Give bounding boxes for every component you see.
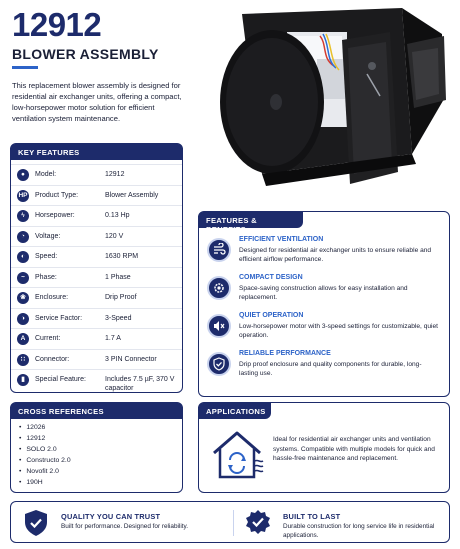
spec-value: 3-Speed xyxy=(105,314,132,322)
product-description: This replacement blower assembly is designed for residential air exchanger units, offering a compact, low-horsepower motor solution for efficient ventilation system maintenance. xyxy=(12,81,182,123)
feature-item xyxy=(207,350,447,390)
key-features-title: KEY FEATURES xyxy=(11,144,182,160)
spec-label: Horsepower: xyxy=(35,212,75,219)
applications-card xyxy=(198,402,450,493)
spec-label: Model: xyxy=(35,171,57,178)
feature-text: Designed for residential air exchanger units to ensure reliable and efficient airflow performance. xyxy=(239,247,432,263)
features-benefits-title: FEATURES & BENEFITS xyxy=(199,212,303,228)
fan-icon: ❀ xyxy=(17,292,29,304)
feature-item xyxy=(207,312,447,352)
mute-speaker-icon xyxy=(207,314,231,338)
feature-text: Space-saving construction allows for easy installation and replacement. xyxy=(239,285,408,301)
list-item: • 12026 xyxy=(19,422,71,433)
feature-heading: EFFICIENT VENTILATION xyxy=(239,236,324,243)
spec-value: 1.7 A xyxy=(105,335,121,342)
durability-text: Durable construction for long service life in residential applications. xyxy=(283,523,435,539)
spec-value: Includes 7.5 µF, 370 V capacitor xyxy=(105,376,175,392)
hp-icon: HP xyxy=(17,190,29,202)
spec-row xyxy=(11,308,182,328)
feature-item xyxy=(207,236,447,276)
feature-text: Drip proof enclosure and quality components for durable, long-lasting use. xyxy=(239,361,422,377)
bottom-banner xyxy=(10,501,450,543)
durability-heading: BUILT TO LAST xyxy=(283,512,341,521)
applications-text: Ideal for residential air exchanger units and ventilation systems. Compatible with multiple models for quick and hassle-free maintenance and replacement. xyxy=(273,436,435,462)
list-item: • SOLO 2.0 xyxy=(19,444,71,455)
tag-icon: ● xyxy=(17,169,29,181)
spec-label: Phase: xyxy=(35,273,57,281)
model-number: 12912 xyxy=(12,6,102,43)
spec-value: 12912 xyxy=(105,171,125,178)
shield-check-icon xyxy=(23,509,49,537)
award-badge-icon xyxy=(245,509,271,537)
feature-text: Low-horsepower motor with 3-speed settings for customizable, quiet operation. xyxy=(239,323,439,339)
spec-label: Voltage: xyxy=(35,232,61,240)
capacitor-icon: ▮ xyxy=(17,374,29,386)
spec-label: Current: xyxy=(35,335,61,342)
house-airflow-icon xyxy=(211,429,265,481)
spec-label: Product Type: xyxy=(35,191,79,199)
spec-row xyxy=(11,328,182,348)
spec-row xyxy=(11,185,182,205)
list-item: • 12912 xyxy=(19,433,71,444)
quality-heading: QUALITY YOU CAN TRUST xyxy=(61,512,161,521)
spec-value: 0.13 Hp xyxy=(105,212,130,219)
cross-references-title: CROSS REFERENCES xyxy=(11,403,182,419)
list-item: • Constructo 2.0 xyxy=(19,455,71,466)
spec-label: Service Factor: xyxy=(35,314,83,322)
spec-value: 1 Phase xyxy=(105,273,131,281)
spec-value: 3 PIN Connector xyxy=(105,355,157,363)
spec-value: Drip Proof xyxy=(105,294,137,301)
voltage-icon: ◔ xyxy=(17,231,29,243)
sine-wave-icon: ~ xyxy=(17,272,29,284)
spec-row xyxy=(11,164,182,184)
lightning-icon: ϟ xyxy=(17,210,29,222)
spec-row xyxy=(11,205,182,225)
spec-label: Special Feature: xyxy=(35,376,86,383)
list-item: • 190H xyxy=(19,477,71,488)
feature-item xyxy=(207,274,447,314)
spec-label: Connector: xyxy=(35,355,70,363)
speedometer-icon: ◐ xyxy=(17,251,29,263)
spec-value: 1630 RPM xyxy=(105,253,139,260)
quality-text: Built for performance. Designed for reliability. xyxy=(61,523,189,530)
title-accent-bar xyxy=(12,66,38,69)
spec-label: Enclosure: xyxy=(35,294,69,301)
spec-label: Speed: xyxy=(35,253,58,260)
spec-row xyxy=(11,246,182,266)
connector-icon: ∷ xyxy=(17,354,29,366)
spec-row xyxy=(11,287,182,307)
gauge-icon: ◑ xyxy=(17,313,29,325)
spec-row xyxy=(11,349,182,369)
cross-references-list xyxy=(19,422,71,488)
applications-title: APPLICATIONS xyxy=(199,403,271,419)
product-name: BLOWER ASSEMBLY xyxy=(12,46,159,62)
blower-assembly-image xyxy=(202,4,452,209)
airflow-icon xyxy=(207,238,231,262)
spec-value: 120 V xyxy=(105,232,124,240)
spec-row xyxy=(11,226,182,246)
shield-check-icon xyxy=(207,352,231,376)
spec-row xyxy=(11,267,182,287)
spec-row xyxy=(11,369,182,395)
spec-value: Blower Assembly xyxy=(105,191,159,199)
features-benefits-card xyxy=(198,211,450,397)
amp-icon: A xyxy=(17,333,29,345)
key-features-card xyxy=(10,143,183,393)
feature-heading: RELIABLE PERFORMANCE xyxy=(239,350,331,357)
feature-heading: COMPACT DESIGN xyxy=(239,274,303,281)
feature-heading: QUIET OPERATION xyxy=(239,312,304,319)
quality-section xyxy=(11,502,233,542)
durability-section xyxy=(233,502,451,542)
gear-icon xyxy=(207,276,231,300)
cross-references-card xyxy=(10,402,183,493)
list-item: • Novofit 2.0 xyxy=(19,466,71,477)
